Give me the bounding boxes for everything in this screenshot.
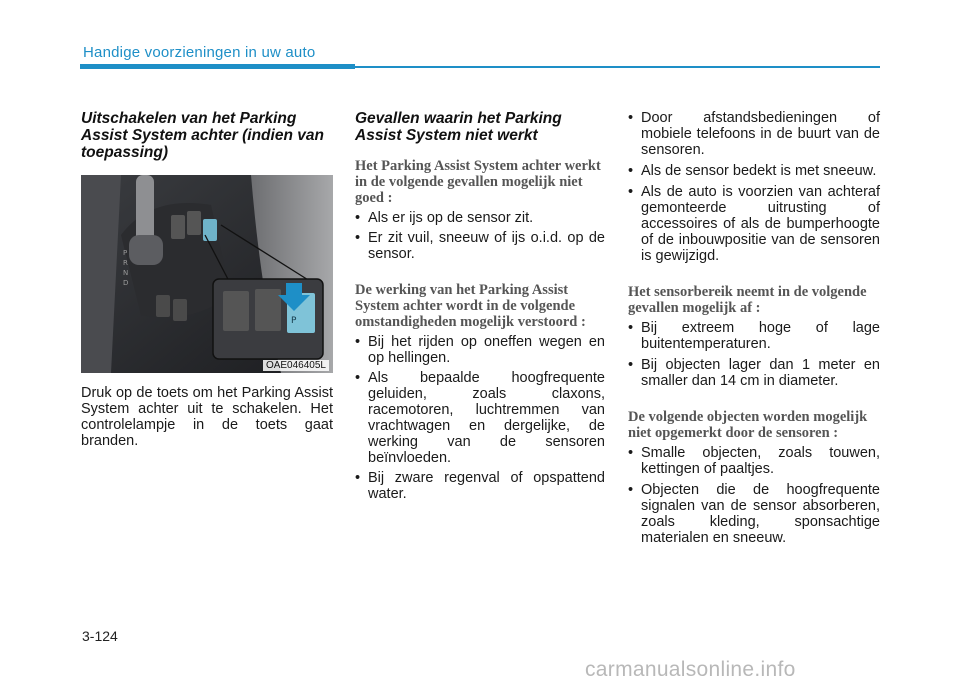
svg-text:D: D (123, 279, 129, 287)
parking-button-illustration (81, 175, 333, 373)
list-item: • Bij het rijden op oneffen wegen en op hellingen. (355, 334, 605, 366)
list-range-reduced (628, 320, 880, 389)
header-rule-thick (80, 64, 355, 69)
console-photo (81, 175, 333, 373)
disable-instruction: Druk op de toets om het Parking Assist System achter uit te schakelen. Het controlelampje in de toets gaat branden. (81, 385, 333, 449)
list-item: • Er zit vuil, sneeuw of ijs o.i.d. op de sensor. (355, 230, 605, 262)
subheading-disturbed: De werking van het Parking Assist System achter wordt in de volgende omstandigheden mogelijk verstoord : (355, 282, 586, 330)
list-item: • Bij zware regenval of opspattend water. (355, 470, 605, 502)
list-item: • Als de sensor bedekt is met sneeuw. (628, 163, 880, 179)
list-item: • Bij extreem hoge of lage buitentemperaturen. (628, 320, 880, 352)
section-heading-disable: Uitschakelen van het Parking Assist System achter (indien van toepassing) (81, 110, 324, 161)
list-disturbed-continued (628, 110, 880, 264)
svg-text:R: R (123, 259, 128, 267)
list-item: • Door afstandsbedieningen of mobiele telefoons in de buurt van de sensoren. (628, 110, 880, 158)
subheading-range-reduced: Het sensorbereik neemt in de volgende gevallen mogelijk af : (628, 284, 867, 316)
subheading-not-working-properly: Het Parking Assist System achter werkt in de volgende gevallen mogelijk niet goed : (355, 158, 601, 206)
list-not-working-properly (355, 210, 605, 262)
figure-code: OAE046405L (263, 360, 329, 371)
list-disturbed (355, 334, 605, 502)
page-number: 3-124 (82, 628, 118, 644)
section-header-title: Handige voorzieningen in uw auto (83, 44, 316, 61)
list-item: • Als er ijs op de sensor zit. (355, 210, 605, 226)
list-item: • Objecten die de hoogfrequente signalen van de sensor absorberen, zoals kleding, sponsachtige materialen en sneeuw. (628, 482, 880, 546)
svg-text:P: P (291, 316, 297, 326)
list-item: • Als bepaalde hoogfrequente geluiden, zoals claxons, racemotoren, luchtremmen van vrachtwagen en dergelijke, de werking van de sensoren beïnvloeden. (355, 370, 605, 466)
svg-text:N: N (123, 269, 129, 277)
header-rule-thin (355, 66, 880, 68)
list-item: • Bij objecten lager dan 1 meter en smaller dan 14 cm in diameter. (628, 357, 880, 389)
watermark: carmanualsonline.info (585, 658, 796, 681)
column-left (81, 110, 333, 449)
list-item: • Als de auto is voorzien van achteraf gemonteerde uitrusting of accessoires of als de bumperhoogte of de inbouwpositie van de sensoren is gewijzigd. (628, 184, 880, 264)
column-right (628, 110, 880, 566)
column-middle (355, 110, 605, 522)
svg-text:P: P (123, 249, 128, 257)
list-not-detected (628, 445, 880, 546)
section-heading-not-working: Gevallen waarin het Parking Assist System niet werkt (355, 110, 562, 144)
subheading-not-detected: De volgende objecten worden mogelijk niet opgemerkt door de sensoren : (628, 409, 868, 441)
list-item: • Smalle objecten, zoals touwen, kettingen of paaltjes. (628, 445, 880, 477)
